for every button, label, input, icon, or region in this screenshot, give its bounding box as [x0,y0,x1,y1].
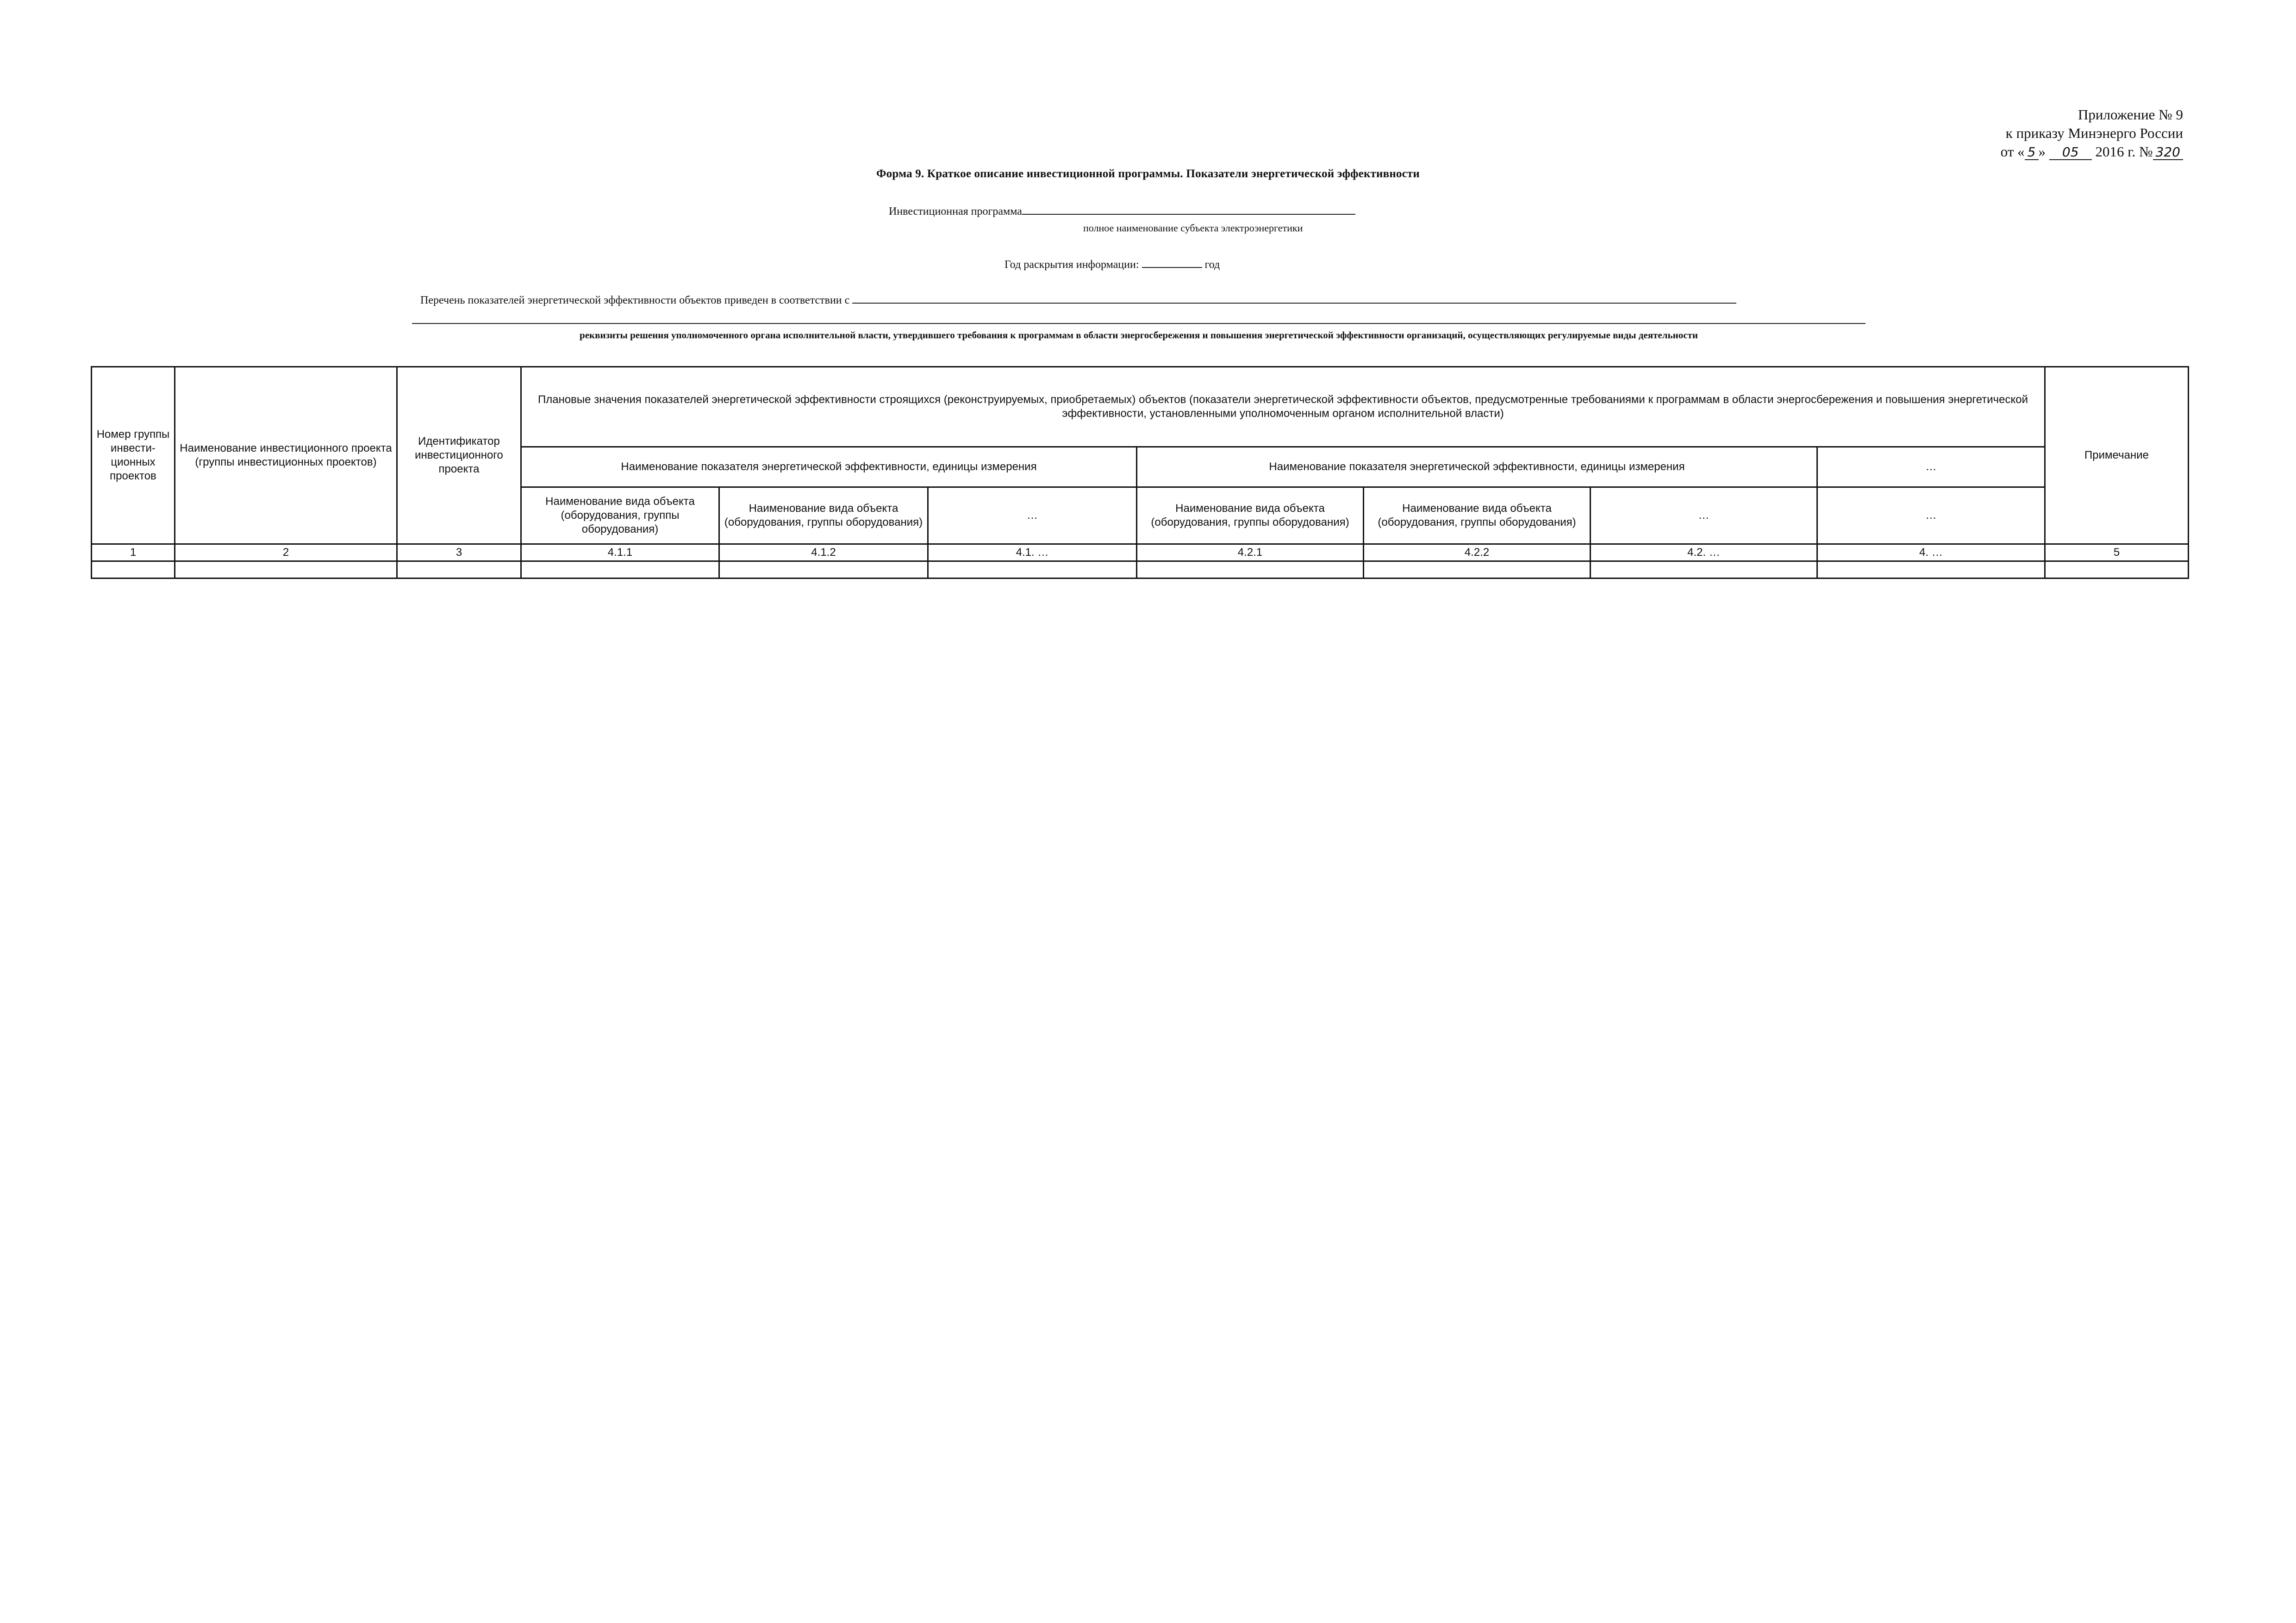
header-object-type-1: Наименование вида объекта (оборудования, группы оборудования) [521,487,719,544]
column-number: 5 [2045,544,2189,561]
handwritten-day: 5 [2025,145,2039,160]
header-object-more-1: … [928,487,1137,544]
header-row-1 [92,367,2189,447]
column-number: 4.2.2 [1364,544,1591,561]
column-number: 4. … [1817,544,2045,561]
program-label: Инвестиционная программа [889,205,1022,218]
year-label: Год раскрытия информации: [1004,259,1139,271]
appendix-order-ref: к приказу Минэнерго России [2005,125,2183,141]
data-cell[interactable] [1364,561,1591,578]
date-quote: » [2038,143,2046,160]
data-cell[interactable] [175,561,397,578]
list-label: Перечень показателей энергетической эффективности объектов приведен в соответствии с [420,294,850,306]
column-number: 4.1.2 [719,544,928,561]
header-object-more-2: … [1591,487,1817,544]
column-number: 4.2.1 [1137,544,1364,561]
header-group-number: Номер группы инвести-ционных проектов [92,367,175,544]
header-object-type-2: Наименование вида объекта (оборудования, группы оборудования) [719,487,928,544]
list-blank-line-2 [412,323,1866,324]
header-object-type-4: Наименование вида объекта (оборудования, группы оборудования) [1364,487,1591,544]
column-number: 3 [397,544,521,561]
date-prefix: от « [2000,143,2025,160]
data-cell[interactable] [1817,561,2045,578]
header-project-name: Наименование инвестиционного проекта (группы инвестиционных проектов) [175,367,397,544]
column-number: 4.2. … [1591,544,1817,561]
column-number: 4.1.1 [521,544,719,561]
column-number: 2 [175,544,397,561]
list-line [420,292,1736,307]
handwritten-month: 05 [2049,145,2092,160]
appendix-header [1887,106,2183,161]
header-object-more-3: … [1817,487,2045,544]
data-cell[interactable] [1137,561,1364,578]
program-caption: полное наименование субъекта электроэнергетики [1083,222,1303,234]
program-blank[interactable] [1022,204,1355,215]
year-blank[interactable] [1142,257,1202,268]
energy-efficiency-table [91,366,2189,579]
data-cell[interactable] [719,561,928,578]
list-blank[interactable] [852,292,1736,304]
data-cell[interactable] [1591,561,1817,578]
data-cell[interactable] [928,561,1137,578]
header-indicator-1: Наименование показателя энергетической эффективности, единицы измерения [521,447,1137,487]
column-number: 1 [92,544,175,561]
header-identifier: Идентификатор инвестиционного проекта [397,367,521,544]
list-caption: реквизиты решения уполномоченного органа исполнительной власти, утвердившего требования к программам в области энергосбережения и повышения энергетической эффективности организаций, осуществляющих регулируемые виды деятельности [580,330,1698,341]
appendix-number: Приложение № 9 [2078,106,2183,123]
header-indicator-2: Наименование показателя энергетической эффективности, единицы измерения [1137,447,1817,487]
column-number: 4.1. … [928,544,1137,561]
empty-data-row [92,561,2189,578]
column-number-row [92,544,2189,561]
data-cell[interactable] [521,561,719,578]
year-suffix: год [1204,259,1220,271]
form-title: Форма 9. Краткое описание инвестиционной программы. Показатели энергетической эффективности [876,168,1420,180]
data-cell[interactable] [92,561,175,578]
header-planned-values: Плановые значения показателей энергетической эффективности строящихся (реконструируемых, приобретаемых) объектов (показатели энергетической эффективности объектов, предусмотренные требованиями к программам в области энергосбережения и повышения энергетической эффективности, установленными уполномоченным органом исполнительной власти) [521,367,2045,447]
year-line [1004,257,1220,271]
date-year: 2016 г. № [2095,143,2153,160]
data-cell[interactable] [2045,561,2189,578]
header-note: Примечание [2045,367,2189,544]
header-indicator-more: … [1817,447,2045,487]
appendix-order-date [1887,143,2183,161]
program-line [889,204,1355,218]
handwritten-order-number: 320 [2153,145,2183,160]
data-cell[interactable] [397,561,521,578]
header-object-type-3: Наименование вида объекта (оборудования, группы оборудования) [1137,487,1364,544]
